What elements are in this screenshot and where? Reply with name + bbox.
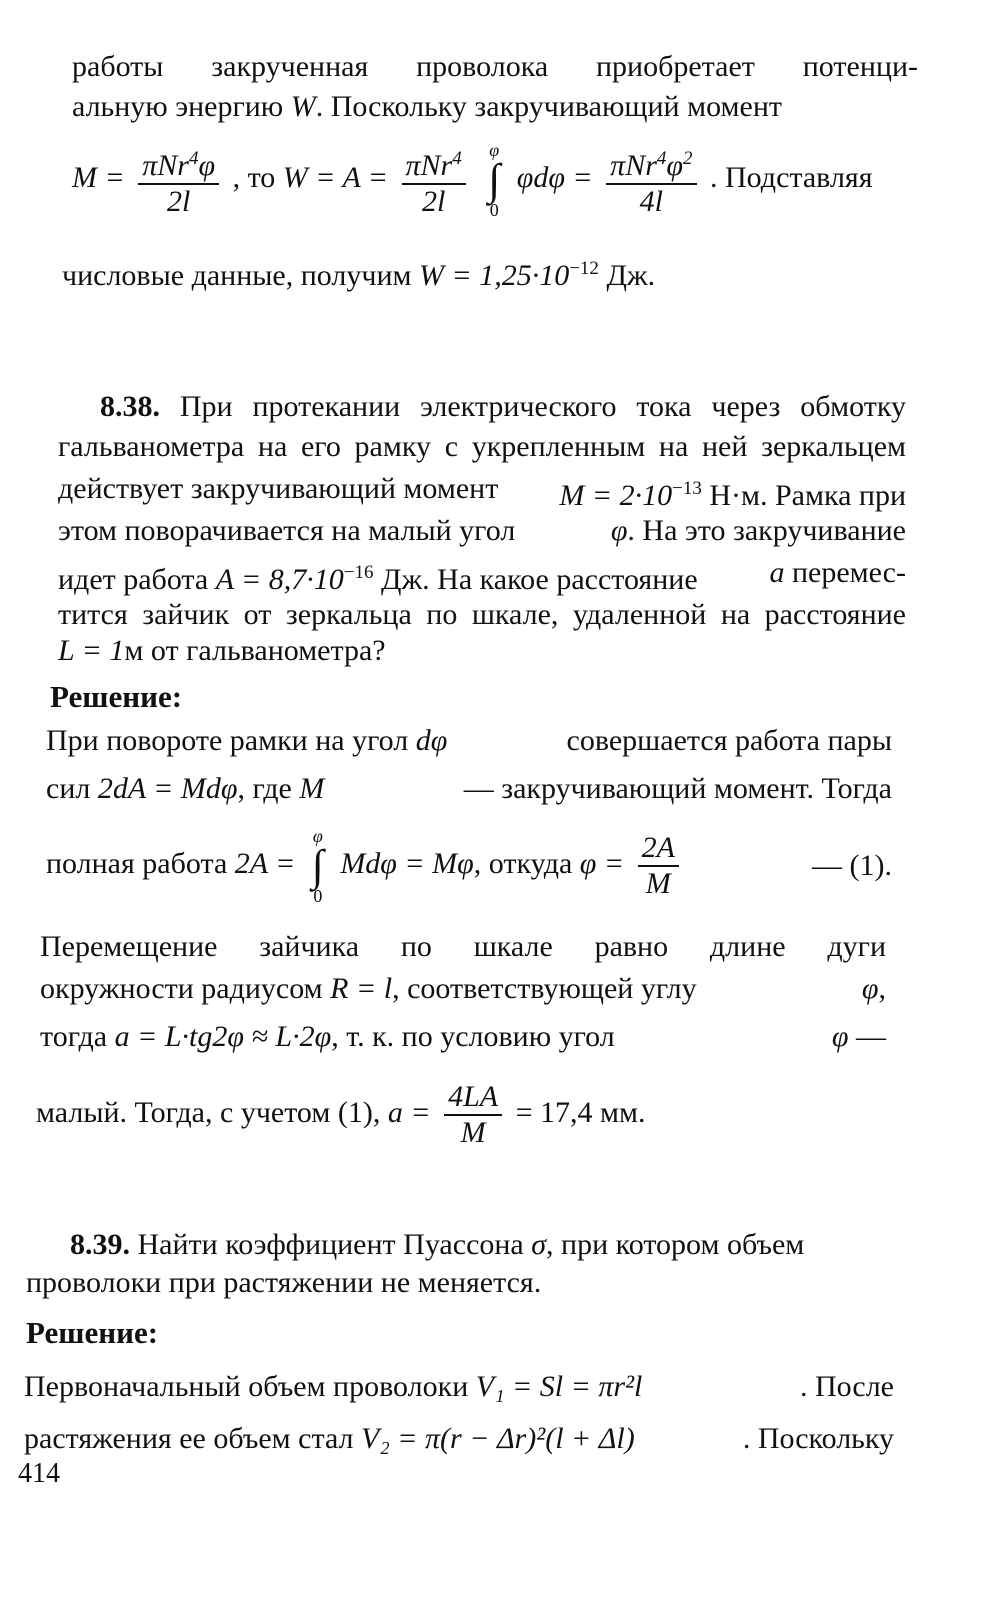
fraction: $\frac{4LA}{M}$	[444, 1080, 502, 1150]
text-line: работы закрученная проволока приобретает потенци-	[72, 50, 918, 83]
solution-line: Перемещение зайчика по шкале равно длине дуги	[40, 930, 886, 963]
problem-line: проволоки при растяжении не меняется.	[26, 1266, 542, 1299]
solution-equation: малый. Тогда, с учетом (1), a = $\frac{4LA}{M}$ = 17,4 мм.	[36, 1080, 646, 1149]
problem-line: 8.39. Найти коэффициент Пуассона σ, при котором объем	[70, 1228, 805, 1261]
problem-number: 8.38.	[100, 390, 160, 423]
integral-sign: φ ∫ 0	[311, 826, 324, 906]
problem-line: гальванометра на его рамку с укрепленным на ней зеркальцем	[58, 430, 906, 463]
solution-line: окружности радиусом R = l, соответствующей углу φ,	[40, 972, 886, 1005]
solution-heading: Решение:	[26, 1315, 159, 1350]
fraction: $\frac{\pi Nr^4}{2l}$	[402, 142, 466, 219]
problem-number: 8.39.	[70, 1228, 130, 1261]
fraction: $\frac{\pi Nr^4\varphi^2}{4l}$	[606, 142, 696, 219]
equation-line: M = $\frac{\pi Nr^4\varphi}{2l}$ , то W = A = $\frac{\pi Nr^4}{2l}$ φ ∫ 0 φdφ = $\frac{\pi Nr^4\varphi^2}{4l}$ . Подставляя	[72, 140, 873, 220]
solution-line: растяжения ее объем стал V₂ = π(r − Δr)²(l + Δl) . Поскольку	[24, 1422, 894, 1455]
problem-line: L = 1м от гальванометра?	[58, 634, 386, 667]
problem-line: идет работа $A = 8,7\cdot 10^{-16}$ Дж. На какое расстояние a перемес-	[58, 556, 906, 596]
solution-line: Первоначальный объем проволоки V₁ = Sl = πr²l . После	[24, 1370, 894, 1403]
problem-line: действует закручивающий момент $M = 2\cdot 10^{-13}$ Н·м. Рамка при	[58, 472, 906, 512]
solution-equation: полная работа 2A = φ ∫ 0 Mdφ = Mφ, откуда φ = $\frac{2A}{M}$ — (1).	[46, 826, 892, 906]
integral-sign: φ ∫ 0	[488, 140, 501, 220]
fraction: $\frac{\pi Nr^4\varphi}{2l}$	[138, 142, 219, 219]
page-number: 414	[18, 1458, 60, 1489]
problem-line: этом поворачивается на малый угол φ. На это закручивание	[58, 514, 906, 547]
solution-line: сил 2dA = Mdφ, где M — закручивающий момент. Тогда	[46, 772, 892, 805]
solution-line: При повороте рамки на угол dφ совершается работа пары	[46, 724, 892, 757]
fraction: $\frac{2A}{M}$	[638, 831, 679, 901]
problem-line: тится зайчик от зеркальца по шкале, удаленной на расстояние	[58, 598, 906, 631]
solution-heading: Решение:	[50, 679, 183, 714]
text-line: альную энергию W. Поскольку закручивающий момент	[72, 90, 782, 123]
text-line: числовые данные, получим $W = 1,25\cdot 10^{-12}$ Дж.	[62, 258, 656, 292]
problem-line: 8.38. При протекании электрического тока через обмотку	[100, 390, 907, 423]
solution-line: тогда a = L·tg2φ ≈ L·2φ, т. к. по условию угол φ —	[40, 1020, 886, 1053]
